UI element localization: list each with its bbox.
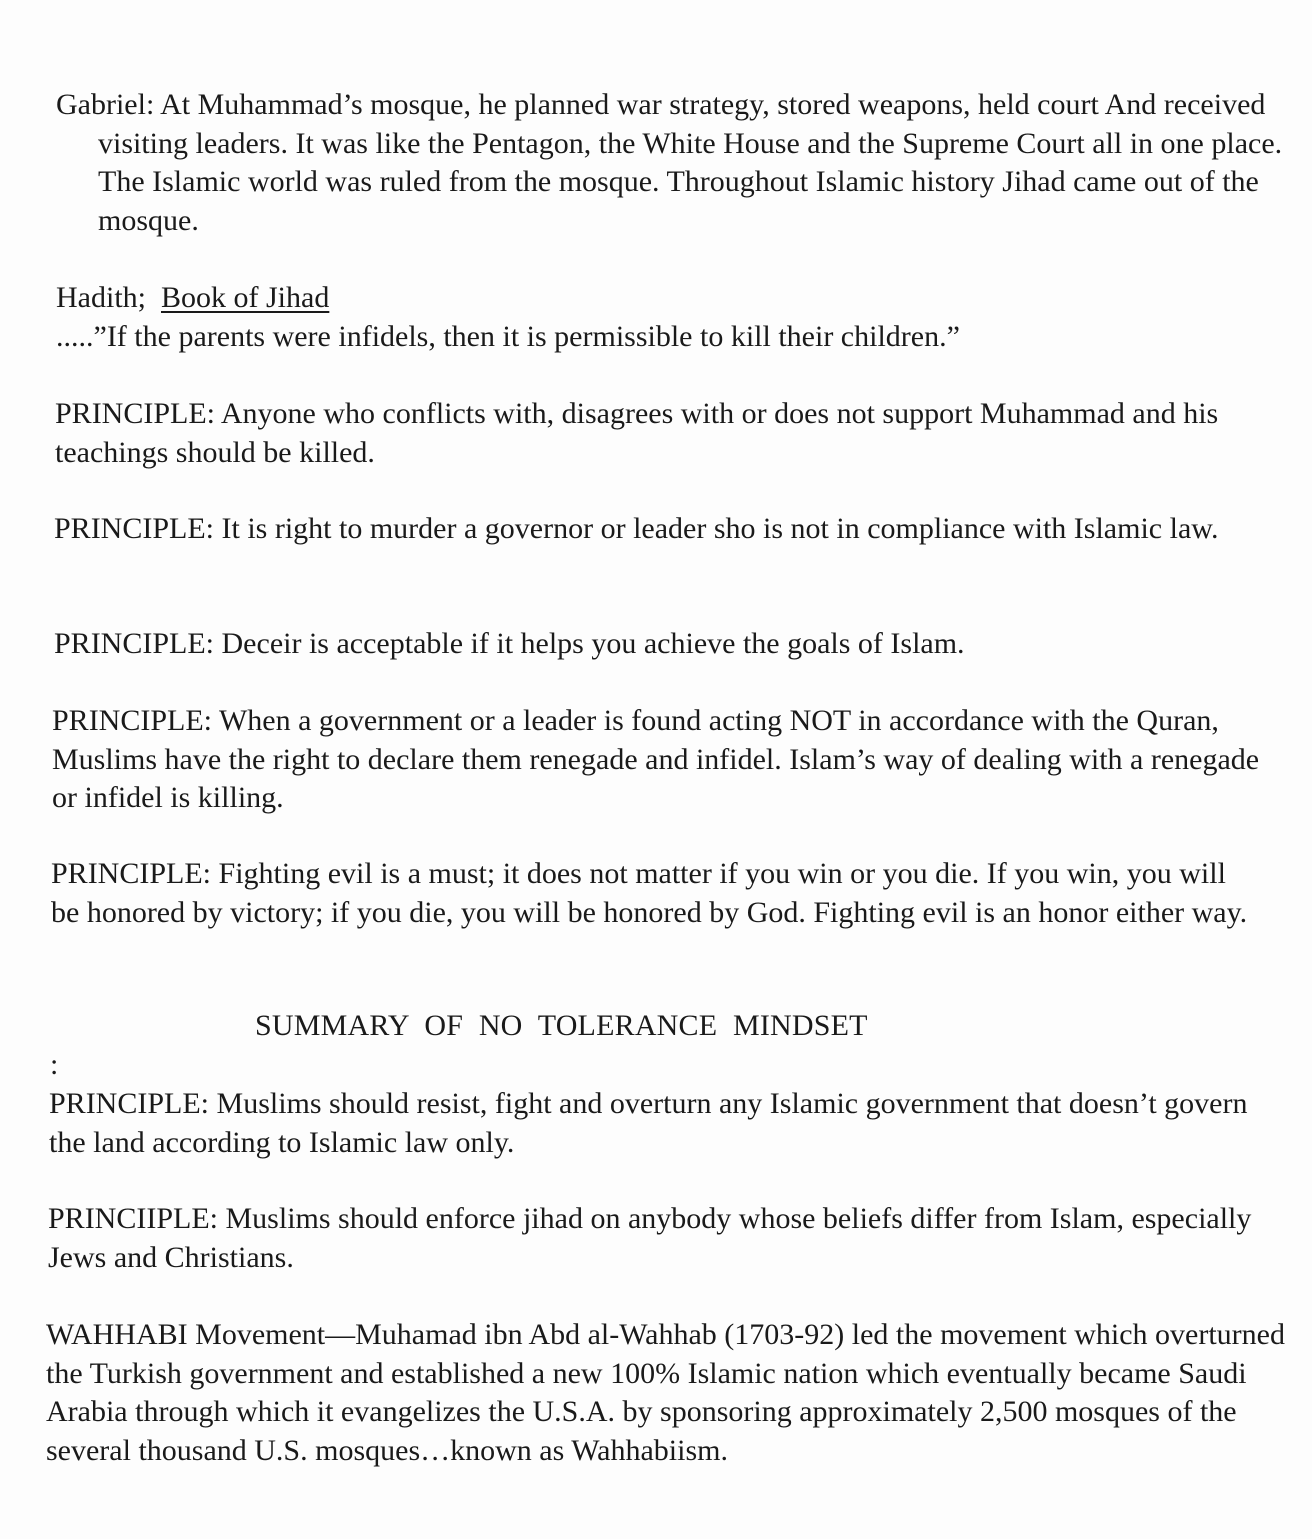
hadith-citation [56,279,1271,356]
principle-paragraph-5: PRINCIPLE: Fighting evil is a must; it does not matter if you win or you die. If you win, you will be honored by victory; if you die, you will be honored by God. Fighting evil is an honor either way. [51,857,1248,929]
principle-paragraph-3: PRINCIPLE: Deceir is acceptable if it helps you achieve the goals of Islam. [54,627,965,660]
gabriel-paragraph: Gabriel: At Muhammad’s mosque, he planned war strategy, stored weapons, held court And received visiting leaders. It was like the Pentagon, the White House and the Supreme Court all in one place. The Islamic world was ruled from the mosque. Throughout Islamic history Jihad came out of the mosque. [56,88,1283,237]
book-of-jihad-title: Book of Jihad [161,281,330,314]
hadith-quote: .....”If the parents were infidels, then it is permissible to kill their children.” [56,319,960,353]
hadith-label: Hadith; [56,281,146,314]
principle-paragraph-7: PRINCIIPLE: Muslims should enforce jihad on anybody whose beliefs differ from Islam, especially Jews and Christians. [48,1202,1252,1274]
stray-colon: : [50,1048,59,1081]
principle-paragraph-1: PRINCIPLE: Anyone who conflicts with, disagrees with or does not support Muhammad and his teachings should be killed. [55,397,1219,469]
principle-paragraph-6: PRINCIPLE: Muslims should resist, fight and overturn any Islamic government that doesn’t govern the land according to Islamic law only. [49,1087,1248,1159]
principle-paragraph-2: PRINCIPLE: It is right to murder a governor or leader sho is not in compliance with Islamic law. [54,512,1219,545]
summary-heading: SUMMARY OF NO TOLERANCE MINDSET [255,1009,868,1042]
principle-paragraph-4: PRINCIPLE: When a government or a leader is found acting NOT in accordance with the Quran, Muslims have the right to declare them renegade and infidel. Islam’s way of dealing with a renegade or infidel is killing. [52,704,1260,814]
wahhabi-paragraph: WAHHABI Movement—Muhamad ibn Abd al-Wahhab (1703-92) led the movement which overturned the Turkish government and established a new 100% Islamic nation which eventually became Saudi Arabia through which it evangelizes the U.S.A. by sponsoring approximately 2,500 mosques of the several thousand U.S. mosques…known as Wahhabiism. [46,1318,1285,1467]
